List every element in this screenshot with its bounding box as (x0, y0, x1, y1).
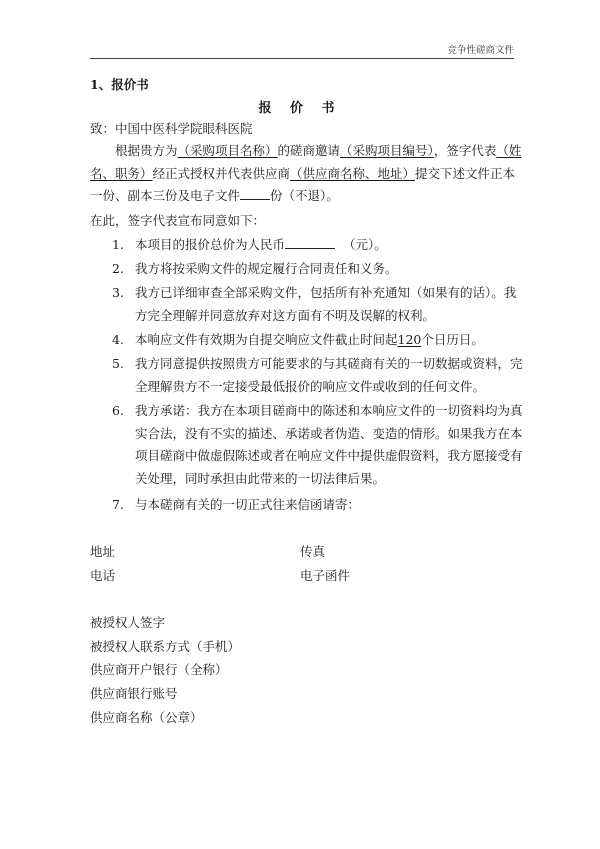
email-label: 电子函件 (300, 568, 351, 583)
authorized-signature-label: 被授权人签字 (90, 615, 166, 630)
item-text: 与本磋商有关的一切正式往来信函请寄： (135, 497, 361, 512)
project-name-field: （采购项目名称） (177, 143, 278, 158)
item-text: 我方同意提供按照贵方可能要求的与其磋商有关的一切数据或资料，完全理解贵方不一定接受最低报价的响应文件或收到的任何文件。 (135, 356, 523, 394)
list-item (112, 282, 528, 327)
supplier-field: （供应商名称、地址） (290, 165, 416, 181)
intro-paragraph (90, 140, 525, 208)
item-text: 我方承诺：我方在本项目磋商中的陈述和本响应文件的一切资料均为真实合法，没有不实的描述、承诺或者伪造、变造的情形。如果我方在本项目磋商中做虚假陈述或者在响应文件中提供虚假资料，我方愿接受有关处理，同时承担由此带来的一切法律后果。 (135, 403, 523, 486)
fax-label: 传真 (300, 544, 326, 559)
intro-text-b: 的磋商邀请 (277, 143, 341, 158)
supplier-seal-label: 供应商名称（公章） (90, 710, 203, 725)
validity-days: 120 (397, 332, 422, 347)
document-title: 报 价 书 (258, 101, 342, 116)
item-text: 我方已详细审查全部采购文件，包括所有补充通知（如果有的话）。我方完全理解并同意放弃对这方面有不明及误解的权利。 (135, 285, 517, 323)
intro-text-f: 份（不退）。 (270, 188, 339, 203)
list-item (112, 234, 528, 257)
authorized-contact-label: 被授权人联系方式（手机） (90, 639, 241, 654)
phone-label: 电话 (90, 568, 116, 583)
item-number: 2. (112, 261, 124, 276)
signer-field: （姓名、职务） (90, 143, 522, 181)
intro-text-c: ，签字代表 (433, 143, 497, 158)
agreement-lead: 在此，签字代表宣布同意如下： (90, 213, 266, 228)
item-number: 6. (112, 403, 124, 418)
section-heading: 1、报价书 (90, 77, 149, 92)
list-item (112, 353, 528, 398)
item-text-tail: 个日历日。 (421, 332, 484, 347)
list-item (112, 400, 528, 490)
item-number: 7. (112, 497, 124, 512)
item-text: 我方将按采购文件的规定履行合同责任和义务。 (135, 261, 398, 276)
list-item (112, 494, 528, 517)
supplier-account-label: 供应商银行账号 (90, 686, 178, 701)
address-label: 地址 (90, 544, 116, 559)
list-item (112, 329, 528, 352)
item-number: 5. (112, 356, 124, 371)
item-number: 4. (112, 332, 124, 347)
item-text: 本响应文件有效期为自提交响应文件截止时间起 (135, 332, 398, 347)
running-header: 竞争性磋商文件 (447, 45, 514, 56)
addressee: 致：中国中医科学院眼科医院 (90, 121, 253, 136)
project-number-field: （采购项目编号） (340, 143, 434, 158)
supplier-bank-label: 供应商开户银行（全称） (90, 662, 228, 677)
item-text: 本项目的报价总价为人民币 (135, 237, 286, 252)
intro-text-e: 提交下述文件正本一份、副本三份及电子文件 (90, 165, 516, 203)
item-number: 3. (112, 285, 124, 300)
item-number: 1. (112, 237, 124, 252)
price-blank (285, 236, 335, 249)
list-item (112, 258, 528, 281)
copies-blank (240, 187, 270, 200)
header-rule (90, 58, 514, 59)
intro-text-d: 经正式授权并代表供应商 (152, 165, 291, 181)
intro-text-a: 根据贵方为 (115, 143, 178, 158)
item-text-tail: （元）。 (342, 237, 387, 252)
